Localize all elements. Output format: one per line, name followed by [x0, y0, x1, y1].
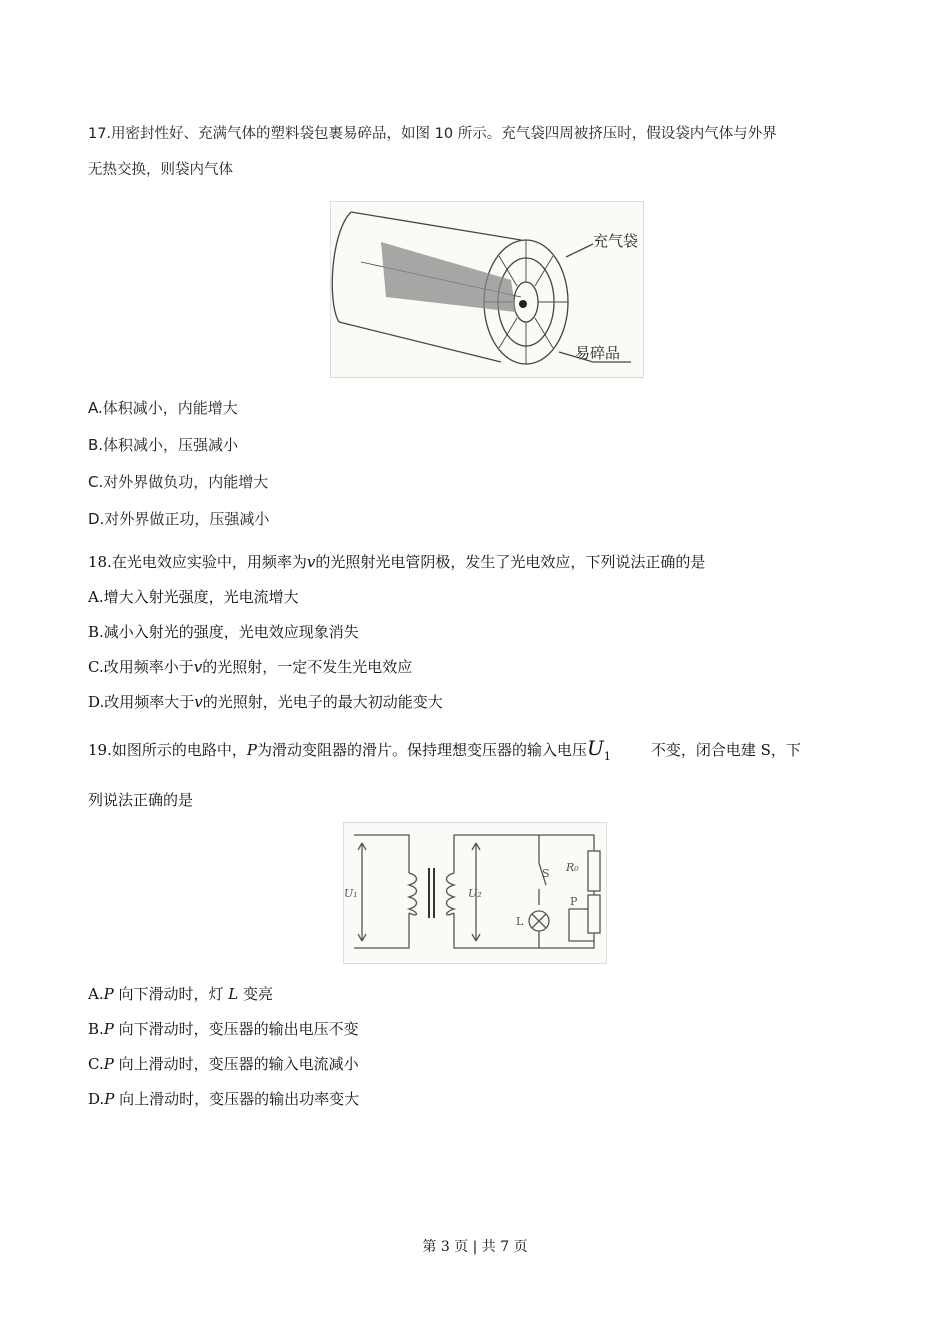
q19-option-b — [88, 1019, 359, 1039]
q18-stem-v: v — [306, 553, 316, 571]
fig-l-label: L — [516, 915, 524, 928]
q19-option-b-p: P — [103, 1020, 114, 1038]
q19-option-a-text: 向下滑动时，灯 — [118, 985, 224, 1003]
q17-stem-line2: 无热交换，则袋内气体 — [88, 162, 233, 178]
q17-stem-line1: 17.用密封性好、充满气体的塑料袋包裹易碎品，如图 10 所示。充气袋四周被挤压时，假设袋内气体与外界 — [88, 126, 777, 142]
q19-stem-line2: 列说法正确的是 — [88, 791, 194, 809]
q18-stem — [88, 552, 705, 572]
q19-option-a-end: 变亮 — [243, 985, 274, 1003]
q19-stem-c: 不变，闭合电建 S，下 — [650, 741, 801, 759]
q19-option-c-text: 向上滑动时，变压器的输入电流减小 — [118, 1055, 359, 1073]
q19-figure-circuit — [343, 822, 607, 964]
q19-stem-p: P — [246, 741, 257, 759]
q17-option-d: D.对外界做正功，压强减小 — [88, 510, 270, 528]
q19-option-b-text: 向下滑动时，变压器的输出电压不变 — [118, 1020, 359, 1038]
q19-option-a-pre: A. — [88, 985, 104, 1003]
q19-option-d-text: 向上滑动时，变压器的输出功率变大 — [119, 1090, 360, 1108]
q19-option-a-p: P — [103, 985, 114, 1003]
q19-stem-b: 为滑动变阻器的滑片。保持理想变压器的输入电压 — [256, 741, 587, 759]
fig-r0-label: R₀ — [566, 861, 579, 874]
transformer-circuit-diagram — [344, 823, 606, 963]
q18-option-d — [88, 692, 443, 712]
q17-option-b: B.体积减小，压强减小 — [88, 436, 239, 454]
q18-stem-b: 的光照射光电管阴极，发生了光电效应，下列说法正确的是 — [315, 553, 706, 571]
q18-option-d-a: D.改用频率大于 — [88, 693, 195, 711]
q18-option-d-v: v — [194, 693, 203, 711]
label-bag: 充气袋 — [593, 232, 639, 250]
q19-stem-a: 19.如图所示的电路中， — [88, 741, 247, 759]
q18-option-c — [88, 657, 412, 677]
q18-option-c-b: 的光照射，一定不发生光电效应 — [202, 658, 413, 676]
q19-u1-symbol — [586, 736, 611, 763]
q19-option-c-pre: C. — [88, 1055, 104, 1073]
q17-figure-bubble-wrap — [330, 201, 644, 378]
q19-option-b-pre: B. — [88, 1020, 104, 1038]
q18-stem-a: 18.在光电效应实验中，用频率为 — [88, 553, 307, 571]
q19-option-a-l: L — [228, 985, 239, 1003]
q19-stem-line1 — [88, 738, 801, 767]
q17-option-c: C.对外界做负功，内能增大 — [88, 473, 269, 491]
q19-u: U — [586, 736, 604, 760]
q18-option-d-b: 的光照射，光电子的最大初动能变大 — [202, 693, 443, 711]
fig-s-label: S — [542, 867, 550, 880]
fig-u1-label: U₁ — [344, 887, 358, 900]
q18-option-c-a: C.改用频率小于 — [88, 658, 194, 676]
label-item: 易碎品 — [575, 344, 621, 362]
q18-option-c-v: v — [193, 658, 203, 676]
q19-option-a — [88, 984, 273, 1004]
q17-option-a: A.体积减小，内能增大 — [88, 399, 238, 417]
q19-option-d — [88, 1089, 359, 1109]
q19-u-sub: 1 — [603, 750, 611, 763]
q19-option-d-p: P — [104, 1090, 115, 1108]
q19-option-d-pre: D. — [88, 1090, 105, 1108]
fig-u2-label: U₂ — [468, 887, 482, 900]
q18-option-a: A.增大入射光强度，光电流增大 — [88, 588, 299, 606]
fig-p-label: P — [570, 895, 578, 908]
q18-option-b: B.减小入射光的强度，光电效应现象消失 — [88, 623, 359, 641]
q19-option-c-p: P — [103, 1055, 114, 1073]
bubble-wrap-illustration — [331, 202, 643, 377]
q19-option-c — [88, 1054, 359, 1074]
page-footer: 第 3 页 | 共 7 页 — [422, 1239, 528, 1255]
